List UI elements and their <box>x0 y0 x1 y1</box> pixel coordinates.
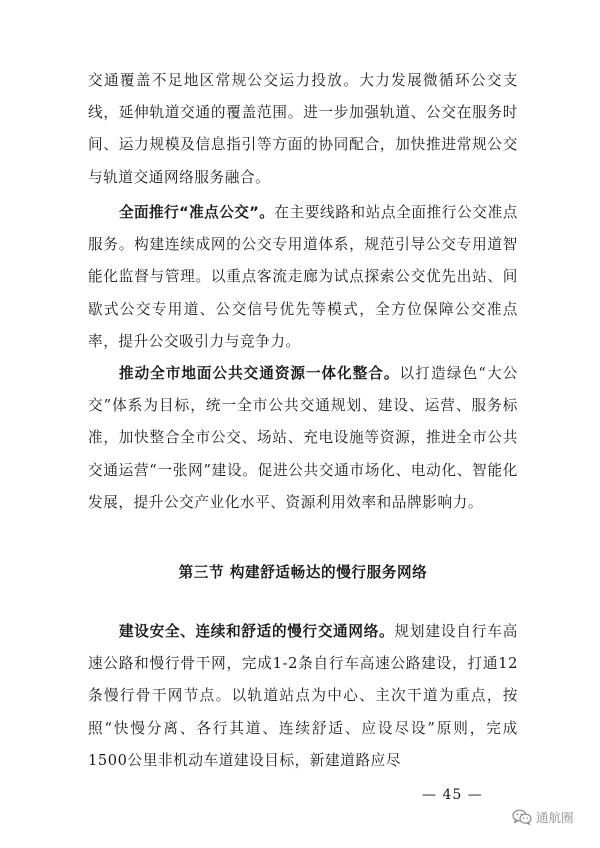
paragraph-resource-integration <box>88 358 518 519</box>
section-heading: 第三节 构建舒适畅达的慢行服务网络 <box>178 564 428 581</box>
wechat-icon <box>512 809 532 825</box>
paragraph-lead: 建设安全、连续和舒适的慢行交通网络。 <box>119 623 395 640</box>
paragraph-text: 以打造绿色“大公交”体系为目标，统一全市公共交通规划、建设、运营、服务标准，加快整合全市公交、场站、充电设施等资源，推进全市公共交通运营“一张网”建设。促进公共交通市场化、电动化、智能化发展，提升公交产业化水平、资源利用效率和品牌影响力。 <box>88 365 518 511</box>
page-number: — 45 — <box>422 787 483 803</box>
watermark <box>512 808 574 826</box>
paragraph-punctual-bus <box>88 197 518 358</box>
paragraph-text: 在主要线路和站点全面推行公交准点服务。构建连续成网的公交专用道体系，规范引导公交专用道智能化监督与管理。以重点客流走廊为试点探索公交优先出站、间歇式公交专用道、公交信号优先等模式，全方位保障公交准点率，提升公交吸引力与竞争力。 <box>88 204 518 350</box>
paragraph-lead: 推动全市地面公共交通资源一体化整合。 <box>119 365 400 382</box>
paragraph-text: 交通覆盖不足地区常规公交运力投放。大力发展微循环公交支线，延伸轨道交通的覆盖范围。进一步加强轨道、公交在服务时间、运力规模及信息指引等方面的协同配合，加快推进常规公交与轨道交通网络服务融合。 <box>88 72 518 186</box>
paragraph-lead: 全面推行“准点公交”。 <box>119 204 275 221</box>
paragraph-slow-traffic-network <box>88 616 518 777</box>
watermark-label: 通航圈 <box>536 810 574 825</box>
paragraph-text: 规划建设自行车高速公路和慢行骨干网，完成1-2条自行车高速公路建设，打通12条慢行骨干网节点。以轨道站点为中心、主次干道为重点，按照“快慢分离、各行其道、连续舒适、应设尽设”原则，完成1500公里非机动车道建设目标，新建道路应尽 <box>88 623 518 769</box>
paragraph-transit-integration <box>88 65 518 194</box>
